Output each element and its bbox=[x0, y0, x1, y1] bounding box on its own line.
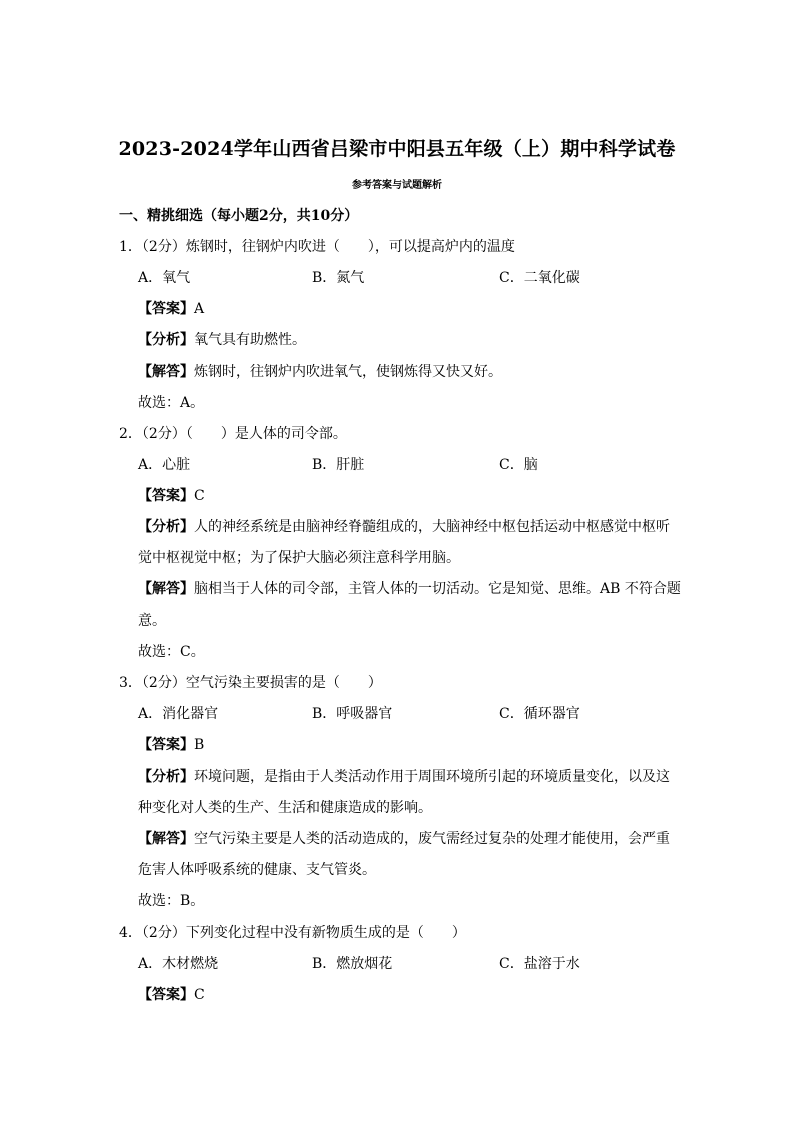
question-2-analysis-cont: 觉中枢视觉中枢；为了保护大脑必须注意科学用脑。 bbox=[138, 550, 460, 566]
analysis-tag: 【分析】 bbox=[138, 519, 194, 535]
question-3-stem: 3．（2分）空气污染主要损害的是（ ） bbox=[119, 675, 382, 691]
question-3-solution bbox=[138, 830, 670, 848]
solution-text: 炼钢时，往钢炉内吹进氧气，使钢炼得又快又好。 bbox=[194, 364, 502, 380]
question-3-solution-cont: 危害人体呼吸系统的健康、支气管炎。 bbox=[138, 862, 376, 878]
question-4-answer bbox=[138, 986, 205, 1004]
question-2-stem: 2．（2分）（ ）是人体的司令部。 bbox=[119, 426, 347, 442]
question-3-option-b: B．呼吸器官 bbox=[312, 706, 393, 722]
question-4-stem: 4．（2分）下列变化过程中没有新物质生成的是（ ） bbox=[119, 925, 466, 941]
question-4-option-a: A．木材燃烧 bbox=[138, 956, 219, 972]
solution-tag: 【解答】 bbox=[138, 831, 194, 847]
question-3-option-c: C．循环器官 bbox=[499, 706, 580, 722]
question-1-stem: 1．（2分）炼钢时，往钢炉内吹进（ ），可以提高炉内的温度 bbox=[119, 239, 515, 255]
answer-tag: 【答案】 bbox=[138, 987, 194, 1003]
page-title: 2023-2024学年山西省吕梁市中阳县五年级（上）期中科学试卷 bbox=[118, 138, 676, 160]
analysis-text: 氧气具有助燃性。 bbox=[194, 332, 306, 348]
question-2-option-b: B．肝脏 bbox=[312, 457, 365, 473]
question-3-answer bbox=[138, 736, 204, 754]
question-2-choice: 故选：C。 bbox=[138, 644, 205, 660]
answer-tag: 【答案】 bbox=[138, 488, 194, 504]
solution-tag: 【解答】 bbox=[138, 581, 194, 597]
answer-tag: 【答案】 bbox=[138, 301, 194, 317]
section-heading: 一、精挑细选（每小题2分，共10分） bbox=[119, 208, 359, 224]
question-3-analysis-cont: 种变化对人类的生产、生活和健康造成的影响。 bbox=[138, 800, 432, 816]
question-1-option-a: A．氧气 bbox=[138, 270, 191, 286]
question-1-option-c: C．二氧化碳 bbox=[499, 270, 580, 286]
analysis-text: 环境问题，是指由于人类活动作用于周围环境所引起的环境质量变化，以及这 bbox=[194, 769, 670, 785]
solution-tag: 【解答】 bbox=[138, 364, 194, 380]
question-4-option-b: B．燃放烟花 bbox=[312, 956, 393, 972]
question-2-solution bbox=[138, 580, 681, 598]
solution-text: 空气污染主要是人类的活动造成的，废气需经过复杂的处理才能使用，会严重 bbox=[194, 831, 670, 847]
solution-text: 脑相当于人体的司令部，主管人体的一切活动。它是知觉、思维。AB 不符合题 bbox=[194, 581, 681, 597]
question-3-option-a: A．消化器官 bbox=[138, 706, 219, 722]
question-2-option-a: A．心脏 bbox=[138, 457, 191, 473]
question-3-choice: 故选：B。 bbox=[138, 893, 205, 909]
question-2-option-c: C．脑 bbox=[499, 457, 538, 473]
question-1-option-b: B．氮气 bbox=[312, 270, 365, 286]
question-1-choice: 故选：A。 bbox=[138, 395, 205, 411]
page-subtitle: 参考答案与试题解析 bbox=[352, 180, 442, 191]
answer-tag: 【答案】 bbox=[138, 737, 194, 753]
question-3-analysis bbox=[138, 768, 670, 786]
question-1-analysis bbox=[138, 331, 306, 349]
answer-value: B bbox=[194, 737, 205, 753]
answer-value: C bbox=[194, 987, 205, 1003]
answer-value: C bbox=[194, 488, 205, 504]
analysis-text: 人的神经系统是由脑神经脊髓组成的，大脑神经中枢包括运动中枢感觉中枢听 bbox=[194, 519, 670, 535]
analysis-tag: 【分析】 bbox=[138, 332, 194, 348]
answer-value: A bbox=[194, 301, 205, 317]
question-2-solution-cont: 意。 bbox=[138, 613, 166, 629]
question-1-solution bbox=[138, 363, 502, 381]
question-2-analysis bbox=[138, 518, 670, 536]
question-1-answer bbox=[138, 300, 204, 318]
question-4-option-c: C．盐溶于水 bbox=[499, 956, 580, 972]
analysis-tag: 【分析】 bbox=[138, 769, 194, 785]
question-2-answer bbox=[138, 487, 205, 505]
